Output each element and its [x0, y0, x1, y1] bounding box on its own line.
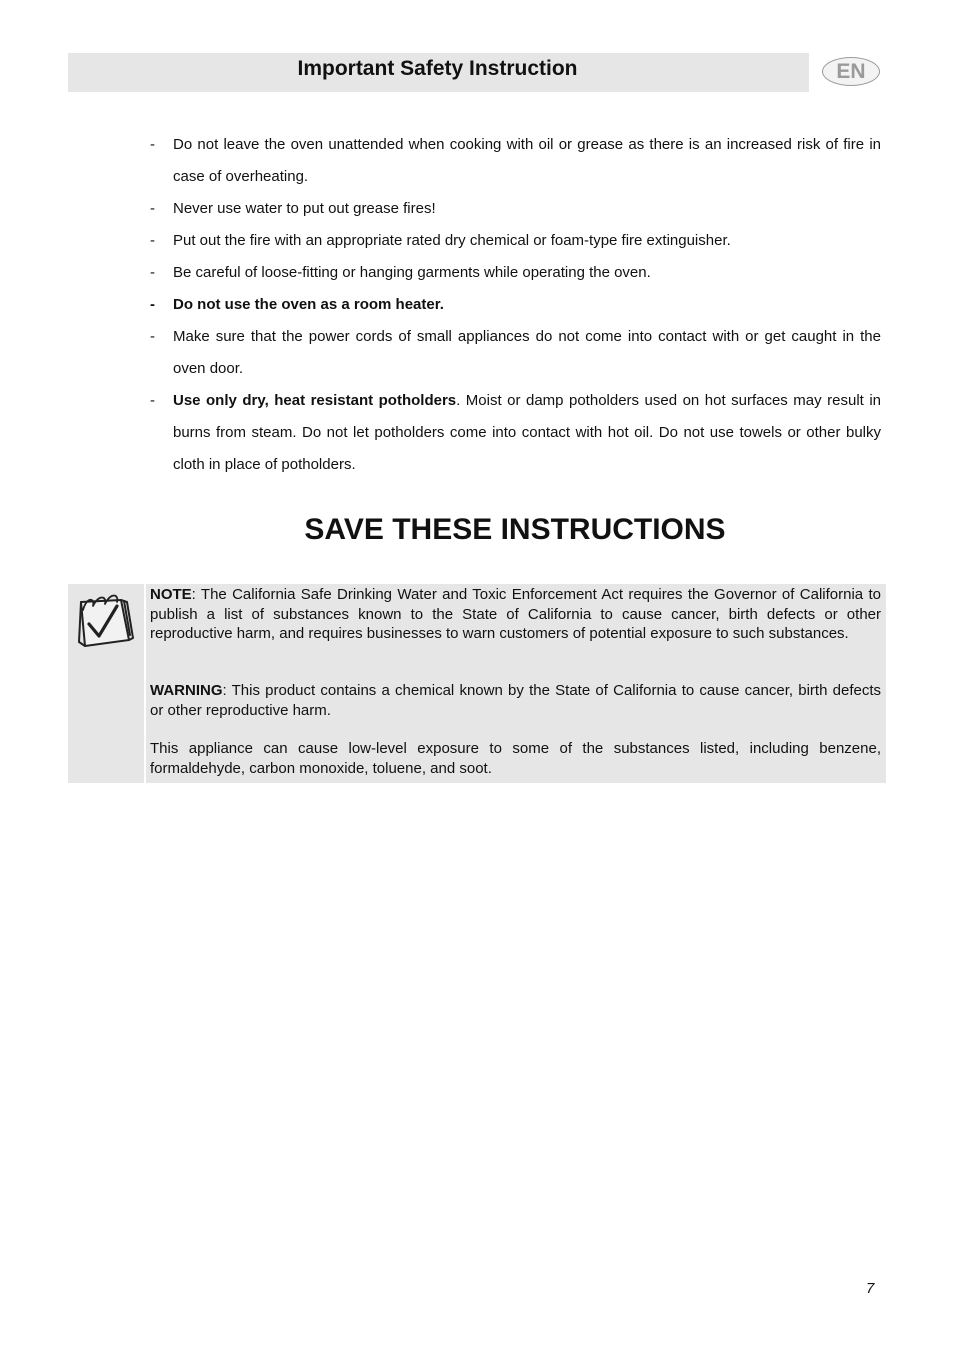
list-item-text: Never use water to put out grease fires! [173, 200, 436, 217]
list-item: - Be careful of loose-fitting or hanging garments while operating the oven. [150, 264, 651, 281]
warning-label: WARNING [150, 682, 223, 699]
list-item-text: Do not use the oven as a room heater. [173, 296, 444, 313]
list-item-text: Do not leave the oven unattended when cooking with oil or grease as there is an increased risk of fire in case of overheating. [173, 136, 881, 185]
list-item: - Do not leave the oven unattended when cooking with oil or grease as there is an increased risk of fire in case of overheating. [150, 136, 881, 185]
save-instructions-heading: SAVE THESE INSTRUCTIONS [304, 513, 726, 546]
california-note-box [68, 584, 886, 783]
list-item: - Put out the fire with an appropriate rated dry chemical or foam-type fire extinguisher. [150, 232, 731, 249]
list-item: - Never use water to put out grease fires! [150, 200, 436, 217]
safety-instruction-list [148, 129, 881, 481]
note-text-cell [146, 584, 886, 783]
list-item-text: Make sure that the power cords of small appliances do not come into contact with or get caught in the oven door. [173, 328, 881, 377]
notepad-check-icon [77, 588, 135, 650]
language-badge [822, 57, 880, 86]
list-item: - Do not use the oven as a room heater. [150, 296, 444, 313]
list-item-text: Put out the fire with an appropriate rated dry chemical or foam-type fire extinguisher. [173, 232, 731, 249]
note-paragraph: NOTE: The California Safe Drinking Water and Toxic Enforcement Act requires the Governor of California to publish a list of substances known to the State of California to cause cancer, birth defects or other reproductive harm, and requires businesses to warn customers of potential exposure to such substances. [150, 586, 881, 642]
list-item-text: . Moist or damp potholders used on hot surfaces may result in burns from steam. Do not let potholders come into contact with hot oil. Do not use towels or other bulky cloth in place of potholders. [173, 392, 881, 473]
language-badge-label: EN [836, 60, 866, 83]
note-icon-cell [68, 584, 144, 783]
list-item: - Use only dry, heat resistant potholders. Moist or damp potholders used on hot surfaces may result in burns from steam. Do not let potholders come into contact with hot oil. Do not use towels or other bulky cloth in place of potholders. [150, 392, 881, 473]
list-item-lead: Use only dry, heat resistant potholders [173, 392, 457, 409]
list-item-text: Be careful of loose-fitting or hanging garments while operating the oven. [173, 264, 651, 281]
section-title: Important Safety Instruction [297, 57, 578, 80]
header-bar [68, 53, 809, 92]
warning-paragraph: WARNING: This product contains a chemical known by the State of California to cause cancer, birth defects or other reproductive harm. [150, 682, 881, 719]
note-label: NOTE [150, 586, 192, 603]
list-item: - Make sure that the power cords of small appliances do not come into contact with or get caught in the oven door. [150, 328, 881, 377]
page-number: 7 [866, 1280, 875, 1297]
exposure-paragraph: This appliance can cause low-level exposure to some of the substances listed, including benzene, formaldehyde, carbon monoxide, toluene, and soot. [150, 740, 881, 777]
